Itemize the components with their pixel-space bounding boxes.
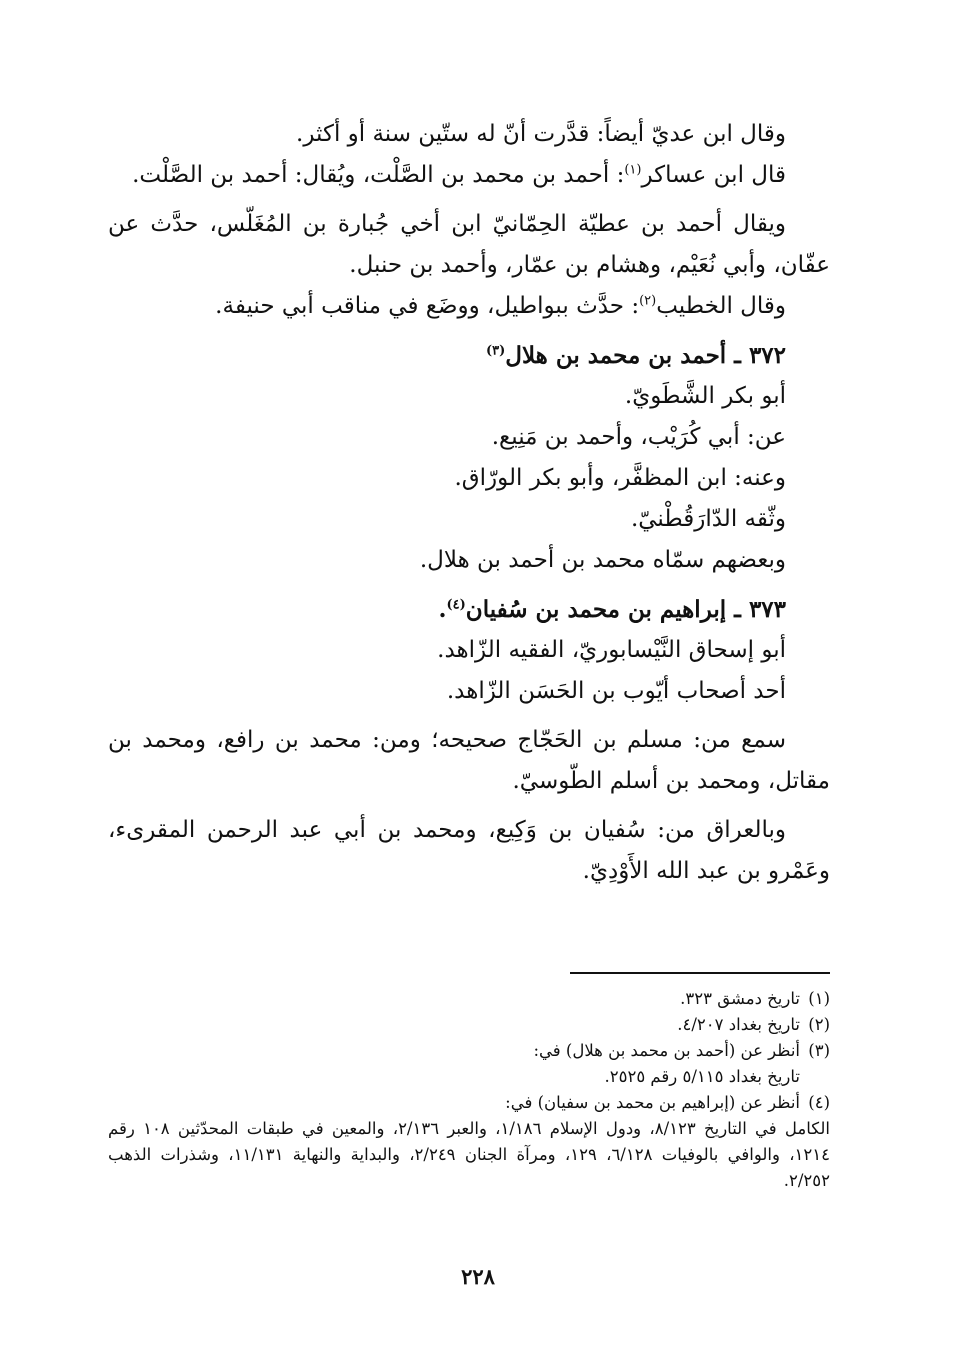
paragraph-text: قال ابن عساكر [641,162,786,188]
footnote-3-continuation: تاريخ بغداد ٥/١١٥ رقم ٢٥٢٥. [604,1067,800,1086]
paragraph-text: : أحمد بن محمد بن الصَّلْت، ويُقال: أحمد بن الصَّلْت. [132,162,625,188]
entry-line: أحد أصحاب أيّوب بن الحَسَن الزّاهد. [446,678,786,704]
paragraph-text: سمع من: مسلم بن الحَجّاج صحيحه؛ ومن: محمد بن رافع، ومحمد بن مقاتل، ومحمد بن أسلم الطّوسيّ. [108,727,830,794]
entry-line: أبو إسحاق النَّيْسابوريّ، الفقيه الزّاهد. [437,637,786,663]
entry-title: ٣٧٢ ـ أحمد بن محمد بن هلال [505,342,786,369]
entry-title-tail: . [438,596,447,623]
footnote-number: (٢) [808,1015,830,1034]
entry-line: وبعضهم سمّاه محمد بن أحمد بن هلال. [419,547,786,573]
entry-373 [108,589,830,712]
entry-line: وثّقه الدّارَقُطْنيّ. [630,506,786,532]
footnote-text: أنظر عن (إبراهيم بن محمد بن سفيان) في: [505,1093,800,1112]
entry-line: عن: أبي كُرَيْب، وأحمد بن مَنِيع. [491,424,786,450]
footnote-text: أنظر عن (أحمد بن محمد بن هلال) في: [533,1041,800,1060]
entry-heading [108,335,786,376]
paragraph-ibn-adi [108,114,830,155]
entry-heading [108,589,786,630]
paragraph-text: ويقال أحمد بن عطيّة الحِمّانيّ ابن أخي جُبارة بن المُغَلّس، حدَّث عن عفّان، وأبي نُعَيْم، وهشام بن عمّار، وأحمد بن حنبل. [108,211,830,278]
footnote-4-continuation: الكامل في التاريخ ٨/١٢٣، ودول الإسلام ١/١٨٦، والعبر ٢/١٣٦، والمعين في طبقات المحدّثين ١٠٨ رقم ١٢١٤، والوافي بالوفيات ٦/١٢٨، ١٢٩، ومرآة الجنان ٢/٢٤٩، والبداية والنهاية ١١/١٣١، وشذرات الذهب ٢/٢٥٢. [108,1119,830,1190]
footnote-1 [108,986,830,1012]
footnote-separator [570,972,830,974]
footnote-ref-4[interactable]: (٤) [446,597,466,613]
footnote-text: تاريخ بغداد ٤/٢٠٧. [677,1015,800,1034]
paragraph-text: وبالعراق من: سُفيان بن وَكِيع، ومحمد بن أبي عبد الرحمن المقرىء، وعَمْرو بن عبد الله الأَوْدِيّ. [108,817,830,884]
footnote-number: (٣) [808,1041,830,1060]
paragraph-heard-from [108,720,830,802]
entry-line: وعنه: ابن المظفَّر، وأبو بكر الورّاق. [454,465,786,491]
footnote-ref-3[interactable]: (٣) [485,343,506,359]
footnote-text: تاريخ دمشق ٣٢٣. [680,989,800,1008]
footnote-ref-2[interactable]: (٢) [639,293,657,309]
footnote-2 [108,1012,830,1038]
paragraph-iraq [108,810,830,892]
footnote-number: (٤) [808,1093,830,1112]
paragraph-text: : حدَّث ببواطيل، ووضَع في مناقب أبي حنيفة. [215,293,640,319]
paragraph-khatib [108,286,830,327]
paragraph-text: وقال ابن عديّ أيضاً: قدَّرت أنّ له ستّين سنة أو أكثر. [296,121,786,147]
footnote-3 [108,1038,830,1064]
footnote-number: (١) [808,989,830,1008]
paragraph-ahmad-atiyya [108,204,830,286]
entry-line: أبو بكر الشَّطَويّ. [624,383,786,409]
footnote-4 [108,1090,830,1116]
footnote-ref-1[interactable]: (١) [624,162,642,178]
main-text [108,114,830,892]
footnotes [108,986,830,1194]
paragraph-ibn-asakir [108,155,830,196]
page-number: ٢٢٨ [461,1264,495,1289]
entry-372 [108,335,830,581]
entry-title: ٣٧٣ ـ إبراهيم بن محمد بن سُفيان [465,596,786,623]
paragraph-text: وقال الخطيب [656,293,786,319]
